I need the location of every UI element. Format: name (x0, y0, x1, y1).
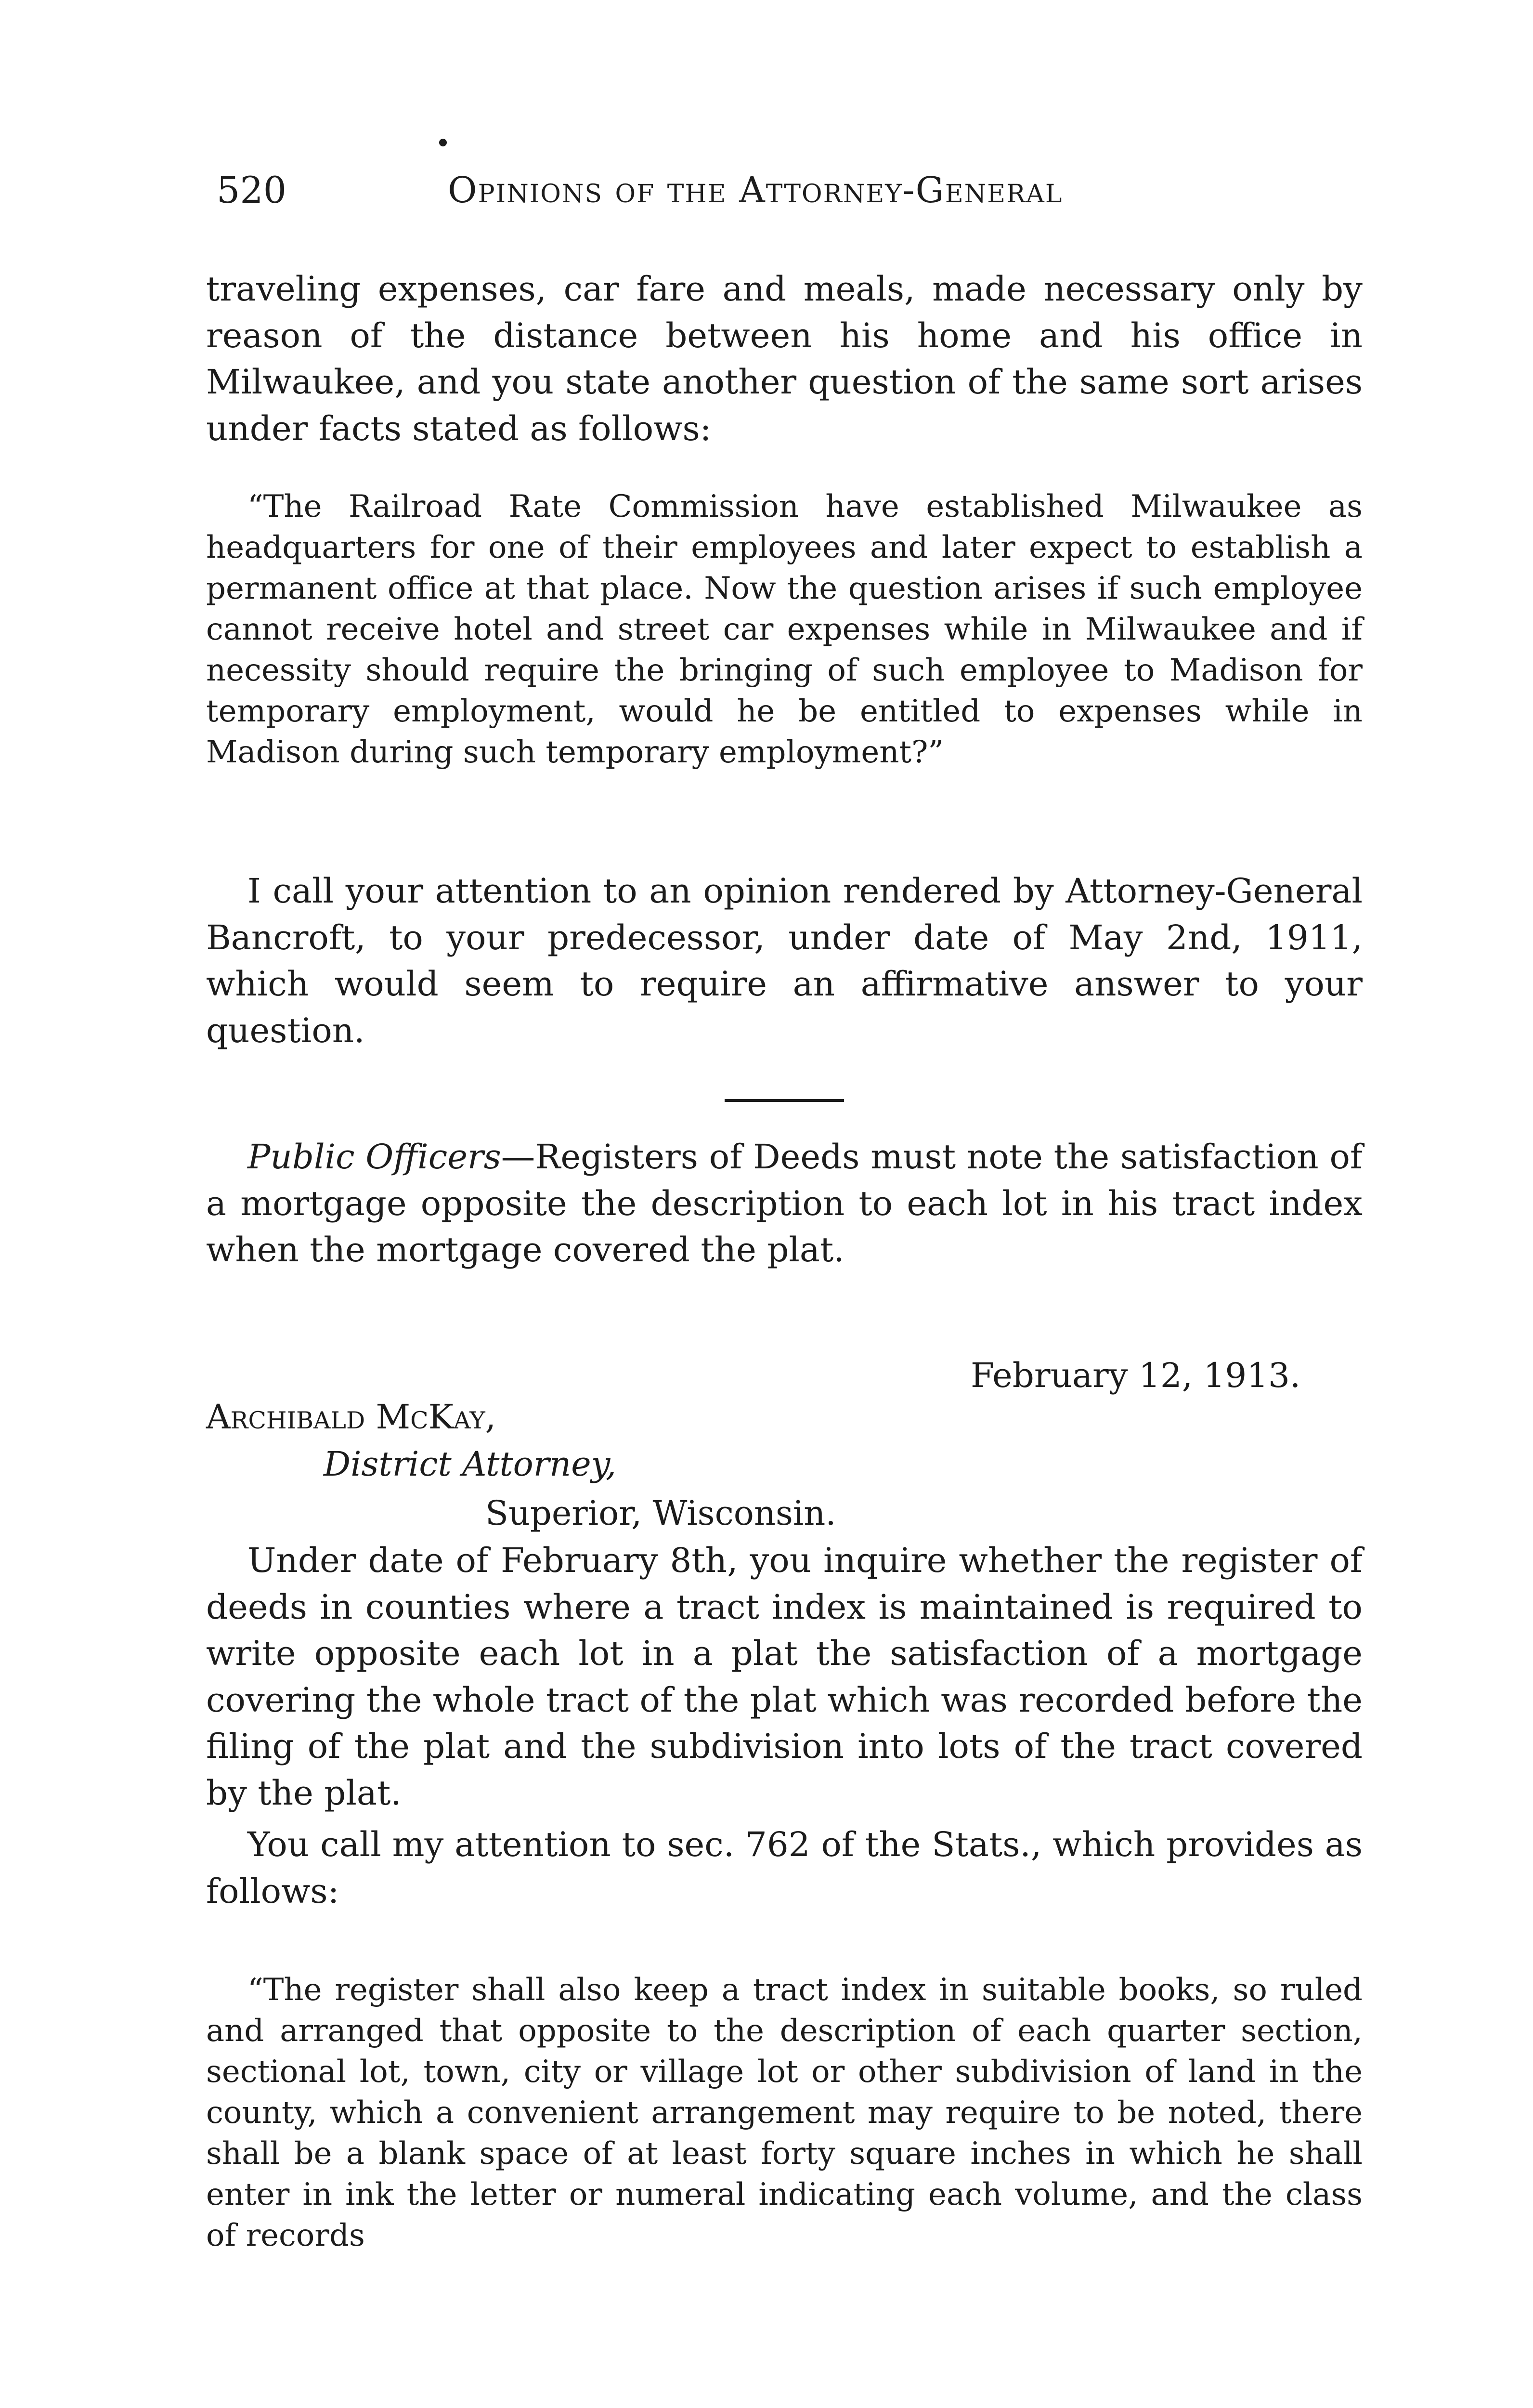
addressee-location: Superior, Wisconsin. (485, 1493, 836, 1533)
page-header (217, 164, 1372, 217)
headnote-topic: Public Officers (247, 1137, 501, 1177)
page-number: 520 (217, 169, 287, 211)
paragraph-bancroft-opinion: I call your attention to an opinion rendered by Attorney-General Bancroft, to your predecessor, under date of May 2nd, 1911, which would seem to require an affirmative answer to your question. (206, 871, 1363, 1050)
paragraph-statute-reference: You call my attention to sec. 762 of the Stats., which provides as follows: (206, 1825, 1363, 1911)
quote-statute: “The register shall also keep a tract index in suitable books, so ruled and arranged that opposite to the description of each quarter section, sectional lot, town, city or village lot or other subdivision of land in the county, which a convenient arrangement may require to be noted, there shall be a blank space of at least forty square inches in which he shall enter in ink the letter or numeral indicating each volume, and the class of records (206, 1972, 1363, 2253)
headnote-text: —Registers of Deeds must note the satisfaction of a mortgage opposite the description to each lot in his tract index when the mortgage covered the plat. (206, 1137, 1363, 1269)
addressee-title: District Attorney, (324, 1444, 617, 1484)
running-head: Opinions of the Attorney-General (448, 170, 1063, 211)
paragraph-inquiry: Under date of February 8th, you inquire whether the register of deeds in counties where a tract index is maintained is required to write opposite each lot in a plat the satisfaction of a mortgage covering the whole tract of the plat which was recorded before the filing of the plat and the subdivision into lots of the tract covered by the plat. (206, 1541, 1363, 1813)
section-divider (725, 1099, 844, 1102)
paragraph-continuation: traveling expenses, car fare and meals, made necessary only by reason of the distance between his home and his office in Milwaukee, and you state another question of the same sort arises under facts stated as follows: (206, 269, 1363, 448)
opinion-date: February 12, 1913. (971, 1356, 1301, 1395)
ink-dot (439, 139, 447, 146)
headnote (206, 1134, 1363, 1273)
addressee-name: Archibald McKay, (206, 1397, 496, 1437)
quote-railroad-commission: “The Railroad Rate Commission have established Milwaukee as headquarters for one of their employees and later expect to establish a permanent office at that place. Now the question arises if such employee cannot receive hotel and street car expenses while in Milwaukee and if necessity should require the bringing of such employee to Madison for temporary employment, would he be entitled to expenses while in Madison during such temporary employment?” (206, 489, 1363, 770)
